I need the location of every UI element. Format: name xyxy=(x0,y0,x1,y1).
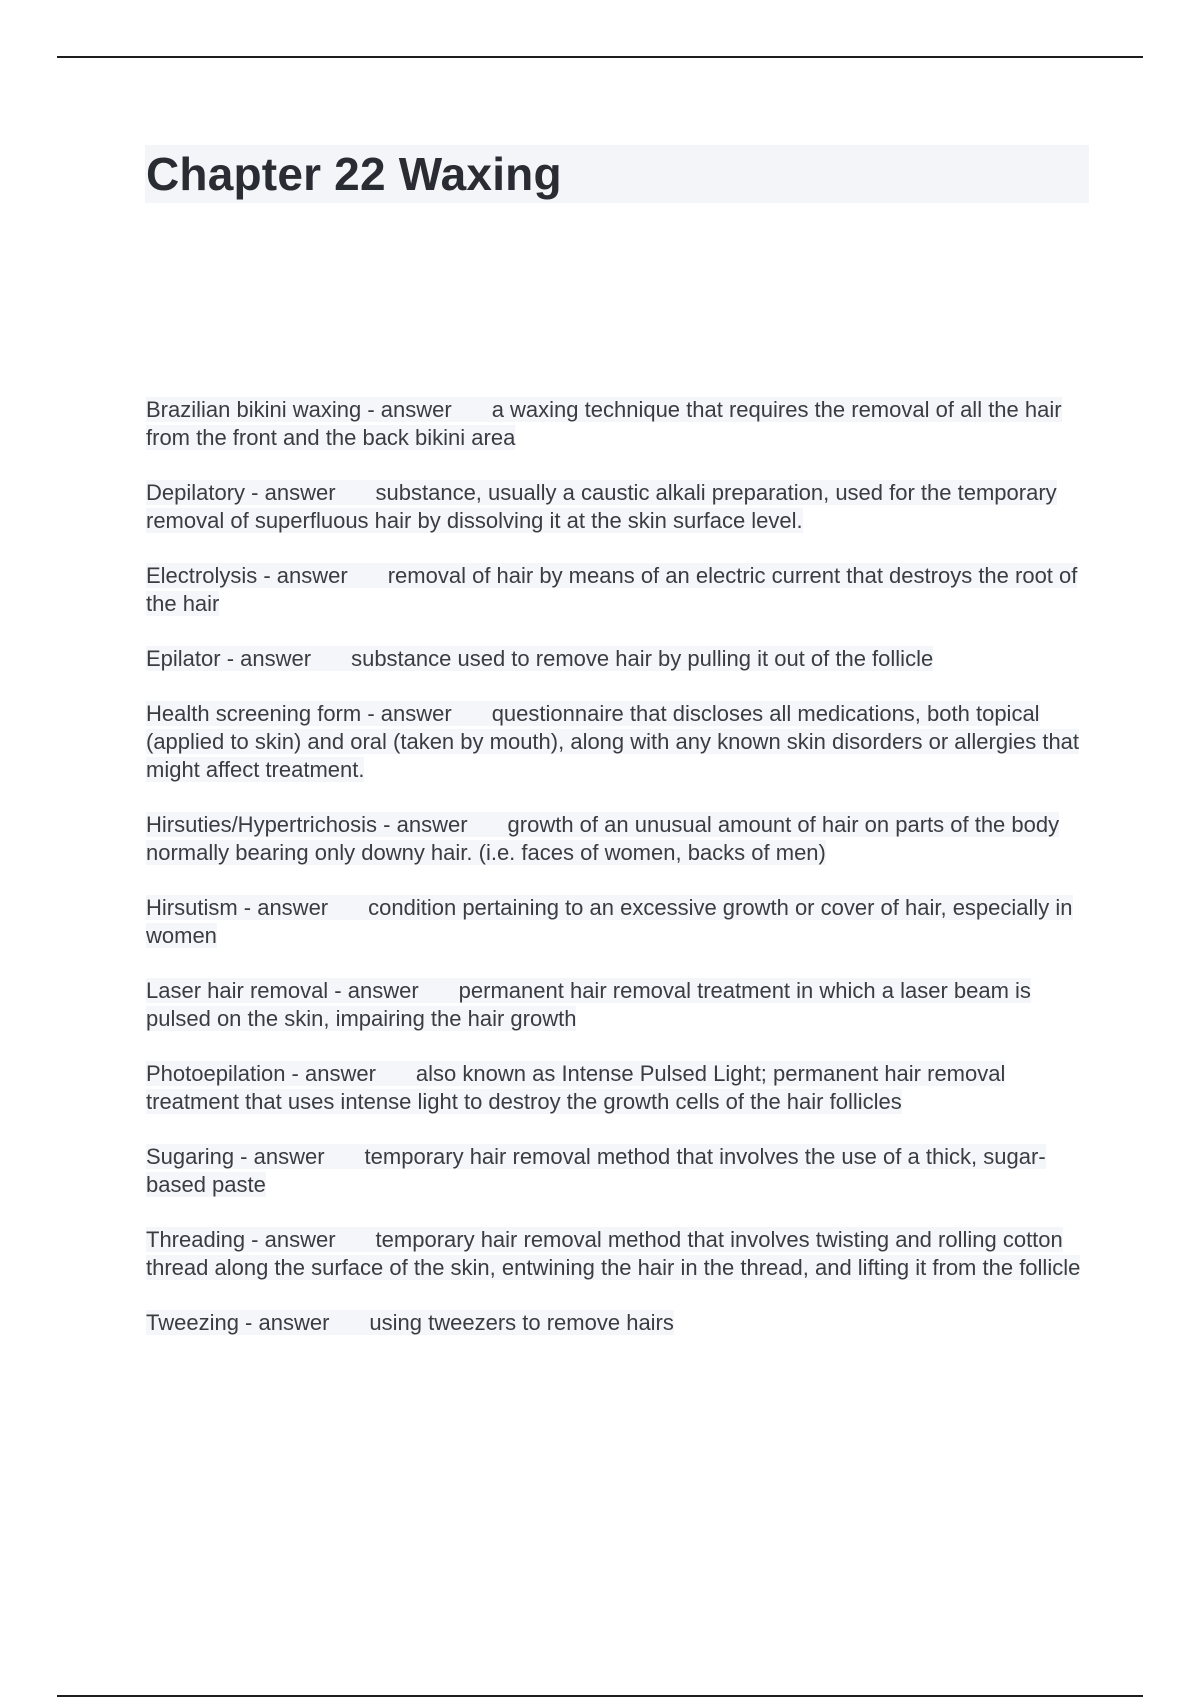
entry-definition: removal of hair by means of an electric current that destroys the root of the hair xyxy=(146,563,1078,616)
flashcard-entry xyxy=(146,700,1096,784)
flashcard-list xyxy=(146,396,1096,1364)
entry-term: Health screening form - answer xyxy=(146,701,452,726)
entry-term: Photoepilation - answer xyxy=(146,1061,376,1086)
entry-term: Sugaring - answer xyxy=(146,1144,325,1169)
entry-definition: questionnaire that discloses all medications, both topical (applied to skin) and oral (taken by mouth), along with any known skin disorders or allergies that might affect treatment. xyxy=(146,701,1080,782)
entry-term: Hirsuties/Hypertrichosis - answer xyxy=(146,812,468,837)
entry-definition: temporary hair removal method that involves twisting and rolling cotton thread along the surface of the skin, entwining the hair in the thread, and lifting it from the follicle xyxy=(146,1227,1081,1280)
top-rule xyxy=(57,56,1143,58)
entry-definition: substance used to remove hair by pulling it out of the follicle xyxy=(351,646,934,671)
flashcard-entry xyxy=(146,562,1096,618)
entry-term: Hirsutism - answer xyxy=(146,895,329,920)
flashcard-entry xyxy=(146,396,1096,452)
flashcard-entry xyxy=(146,894,1096,950)
entry-term: Threading - answer xyxy=(146,1227,336,1252)
entry-definition: using tweezers to remove hairs xyxy=(369,1310,674,1335)
entry-definition: a waxing technique that requires the removal of all the hair from the front and the back bikini area xyxy=(146,397,1062,450)
entry-term: Brazilian bikini waxing - answer xyxy=(146,397,452,422)
entry-term: Depilatory - answer xyxy=(146,480,336,505)
entry-term: Laser hair removal - answer xyxy=(146,978,419,1003)
page-title: Chapter 22 Waxing xyxy=(146,148,562,200)
entry-definition: temporary hair removal method that involves the use of a thick, sugar-based paste xyxy=(146,1144,1046,1197)
entry-definition: growth of an unusual amount of hair on parts of the body normally bearing only downy hair. (i.e. faces of women, backs of men) xyxy=(146,812,1060,865)
flashcard-entry xyxy=(146,1060,1096,1116)
flashcard-entry xyxy=(146,1309,1096,1337)
entry-definition: permanent hair removal treatment in which a laser beam is pulsed on the skin, impairing the hair growth xyxy=(146,978,1031,1031)
entry-definition: also known as Intense Pulsed Light; permanent hair removal treatment that uses intense light to destroy the growth cells of the hair follicles xyxy=(146,1061,1006,1114)
flashcard-entry xyxy=(146,645,1096,673)
flashcard-entry xyxy=(146,811,1096,867)
entry-term: Epilator - answer xyxy=(146,646,312,671)
flashcard-entry xyxy=(146,1143,1096,1199)
entry-term: Tweezing - answer xyxy=(146,1310,330,1335)
flashcard-entry xyxy=(146,479,1096,535)
flashcard-entry xyxy=(146,977,1096,1033)
bottom-rule xyxy=(57,1695,1143,1697)
flashcard-entry xyxy=(146,1226,1096,1282)
entry-definition: condition pertaining to an excessive growth or cover of hair, especially in women xyxy=(146,895,1073,948)
entry-definition: substance, usually a caustic alkali preparation, used for the temporary removal of superfluous hair by dissolving it at the skin surface level. xyxy=(146,480,1057,533)
entry-term: Electrolysis - answer xyxy=(146,563,348,588)
